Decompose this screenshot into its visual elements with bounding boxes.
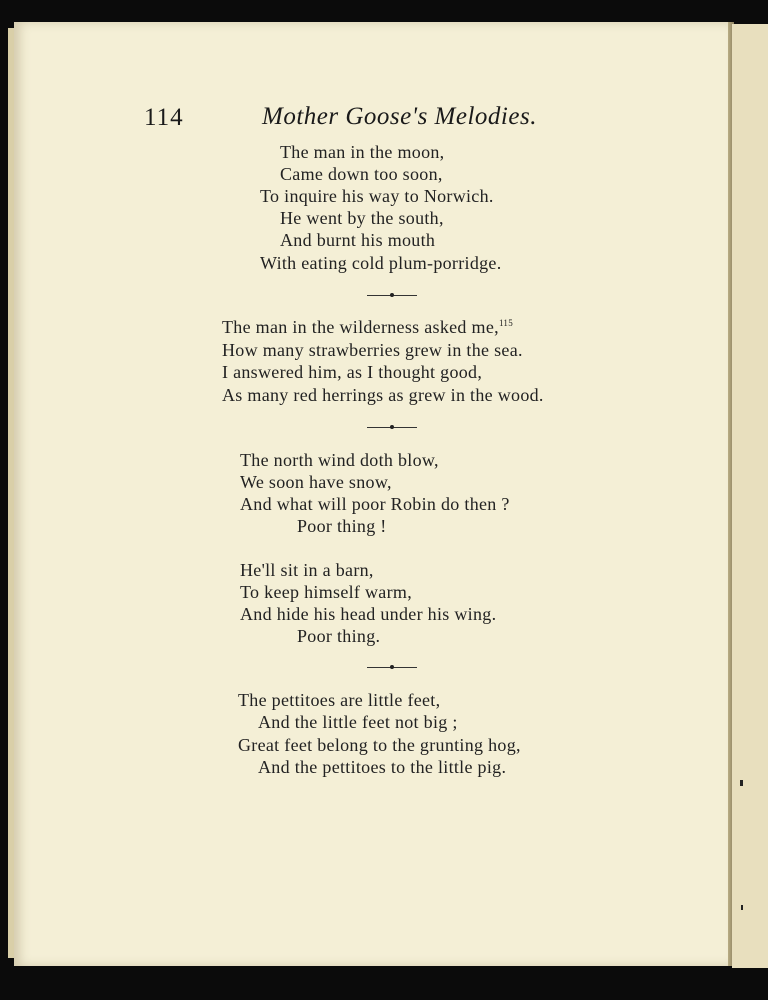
poem-line: Came down too soon,: [280, 164, 443, 184]
poem-line: [222, 317, 513, 338]
poem-line: Poor thing !: [297, 516, 387, 536]
section-divider: [367, 667, 417, 668]
poem-line: We soon have snow,: [240, 472, 392, 492]
page-number: 114: [144, 104, 184, 131]
divider-dot: [390, 425, 394, 429]
poem-line: With eating cold plum-porridge.: [260, 253, 502, 273]
poem-line: How many strawberries grew in the sea.: [222, 340, 523, 360]
poem-line: Poor thing.: [297, 626, 381, 646]
poem-line: As many red herrings as grew in the wood.: [222, 385, 544, 405]
footnote-ref: 115: [498, 318, 514, 328]
poem-line: The pettitoes are little feet,: [238, 690, 441, 710]
section-divider: [367, 427, 417, 428]
next-page-edge: [732, 24, 768, 968]
divider-dot: [390, 665, 394, 669]
ink-speck: [740, 780, 743, 786]
poem-line: I answered him, as I thought good,: [222, 362, 483, 382]
ink-speck: [741, 905, 743, 910]
poem-line: And hide his head under his wing.: [240, 604, 497, 624]
poem-line: The north wind doth blow,: [240, 450, 439, 470]
poem-line: To inquire his way to Norwich.: [260, 186, 494, 206]
poem-line: The man in the moon,: [280, 142, 445, 162]
poem-line: And the pettitoes to the little pig.: [258, 757, 507, 777]
poem-line-text: The man in the wilderness asked me,: [222, 317, 499, 337]
poem-line: And the little feet not big ;: [258, 712, 458, 732]
poem-line: To keep himself warm,: [240, 582, 412, 602]
poem-line: Great feet belong to the grunting hog,: [238, 735, 521, 755]
poem-line: He went by the south,: [280, 208, 444, 228]
poem-line: And what will poor Robin do then ?: [240, 494, 510, 514]
divider-dot: [390, 293, 394, 297]
running-title: Mother Goose's Melodies.: [262, 103, 537, 130]
poem-line: He'll sit in a barn,: [240, 560, 374, 580]
poem-line: And burnt his mouth: [280, 230, 436, 250]
section-divider: [367, 295, 417, 296]
